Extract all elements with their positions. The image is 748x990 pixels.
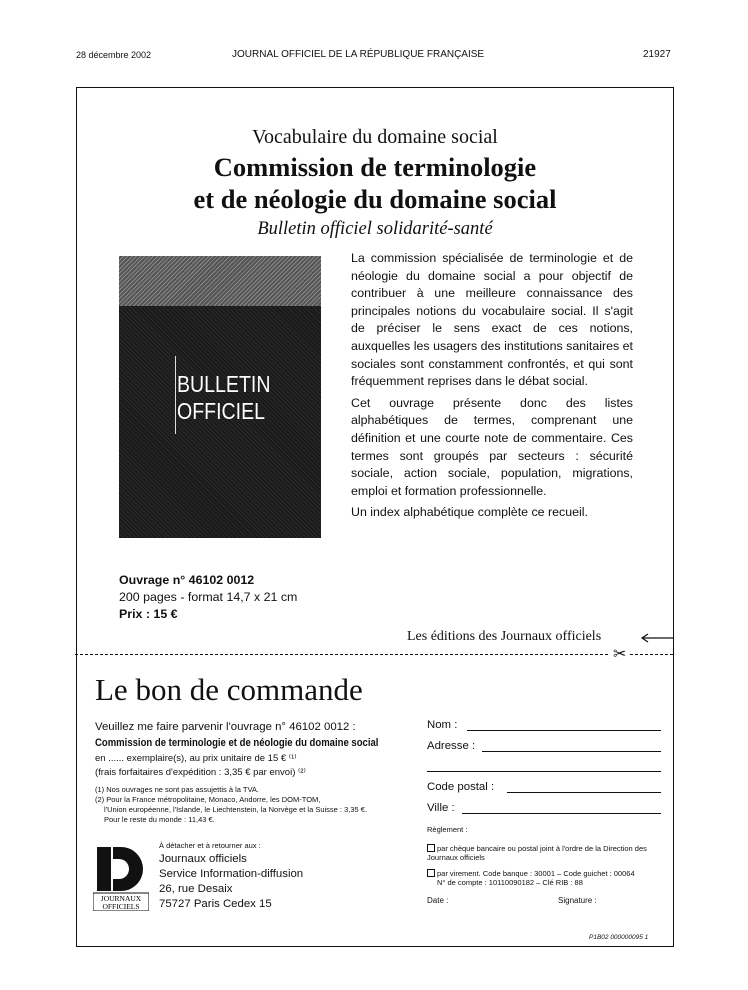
order-shipping: (frais forfaitaires d'expédition : 3,35 € par envoi) ⁽²⁾ [95,767,306,778]
order-intro: Veuillez me faire parvenir l'ouvrage n° 46102 0012 : [95,721,356,733]
cheque-option[interactable] [427,844,663,862]
description-paragraph-1: La commission spécialisée de terminologie et de néologie du domaine social a pour objectif de contribuer à une meilleure connaissance des principales notions du vocabulaire social. Il s'agit de préciser le sens exact de ces notions, auxquelles les usagers des institutions sanitaires et sociales sont constamment confrontés, et qui sont fréquemment reprises dans le débat social. [351,251,633,389]
address-line-2: Service Information-diffusion [159,868,304,880]
nom-field[interactable] [467,730,661,731]
virement-checkbox[interactable] [427,869,435,877]
order-details [95,720,413,825]
description-paragraph-3: Un index alphabétique complète ce recueil. [351,505,588,520]
ouvrage-pages: 200 pages - format 14,7 x 21 cm [119,590,298,604]
address-line-1: Journaux officiels [159,853,247,865]
ad-title-line1: Commission de terminologie [213,152,537,182]
header-date: 28 décembre 2002 [76,50,152,60]
ad-title-line2: et de néologie du domaine social [193,184,557,214]
order-note-2c: Pour le reste du monde : 11,43 €. [104,815,215,824]
cheque-checkbox[interactable] [427,844,435,852]
editions-credit: Les éditions des Journaux officiels [407,629,602,644]
date-label: Date : [427,896,449,905]
reglement-label: Règlement : [427,825,468,834]
scissors-icon: ✂ [610,644,629,664]
ad-subtitle: Vocabulaire du domaine social [252,126,498,148]
return-address [159,840,303,912]
order-note-1: (1) Nos ouvrages ne sont pas assujettis à la TVA. [95,785,259,794]
ville-field[interactable] [462,813,661,814]
address-line-3: 26, rue Desaix [159,883,233,895]
order-heading: Le bon de commande [95,672,363,707]
adresse-label: Adresse : [427,740,476,752]
header-page: 21927 [643,49,671,60]
reference-code: P1B02 000000095 1 [589,934,649,941]
cover-title-1: BULLETIN [177,371,271,397]
code-postal-field[interactable] [507,792,661,793]
arrow-left-icon [639,632,673,644]
cover-title-2: OFFICIEL [177,398,265,424]
code-postal-label: Code postal : [427,781,495,793]
description-paragraph-2: Cet ouvrage présente donc des listes alphabétiques de termes, comprenant une définition et une courte note de commentaire. Ces termes sont groupés par secteurs : sécurité sociale, action sociale, population, migrations, emploi et formation professionnelle. [351,395,633,498]
nom-label: Nom : [427,719,458,731]
cover-title [177,371,270,425]
virement-option[interactable] [427,869,663,887]
advertisement-box [76,87,674,947]
book-cover-image [119,256,321,538]
journaux-officiels-logo [93,845,149,911]
ad-collection: Bulletin officiel solidarité-santé [257,219,493,239]
order-book-title: Commission de terminologie et de néologie du domaine social [95,737,379,749]
order-quantity[interactable]: en ...... exemplaire(s), au prix unitaire de 15 € ⁽¹⁾ [95,753,297,764]
order-note-2b: l'Union européenne, l'Islande, le Liechtenstein, la Norvège et la Suisse : 3,35 €. [104,805,368,814]
detach-instruction: À détacher et à retourner aux : [159,841,261,850]
adresse-field[interactable] [482,751,661,752]
cheque-label: par chèque bancaire ou postal joint à l'ordre de la Direction des Journaux officiels [427,844,647,862]
adresse-field-2[interactable] [427,771,661,772]
cut-line [75,654,673,655]
ouvrage-price: Prix : 15 € [119,607,178,621]
signature-label: Signature : [558,896,597,905]
cover-band [119,256,321,306]
order-note-2a: (2) Pour la France métropolitaine, Monaco, Andorre, les DOM-TOM, [95,795,321,804]
address-line-4: 75727 Paris Cedex 15 [159,898,272,910]
ouvrage-number: Ouvrage n° 46102 0012 [119,573,255,587]
cover-rule [175,356,176,434]
virement-label-1: par virement. Code banque : 30001 – Code guichet : 00064 [437,869,635,878]
ouvrage-info [119,572,297,623]
logo-text-2: OFFICIELS [102,902,140,911]
virement-label-2: N° de compte : 10110090182 – Clé RIB : 88 [437,877,583,887]
ad-description [351,250,633,526]
logo-text-1: JOURNAUX [100,894,142,903]
header-journal: JOURNAL OFFICIEL DE LA RÉPUBLIQUE FRANÇAISE [232,49,485,60]
ville-label: Ville : [427,802,455,814]
